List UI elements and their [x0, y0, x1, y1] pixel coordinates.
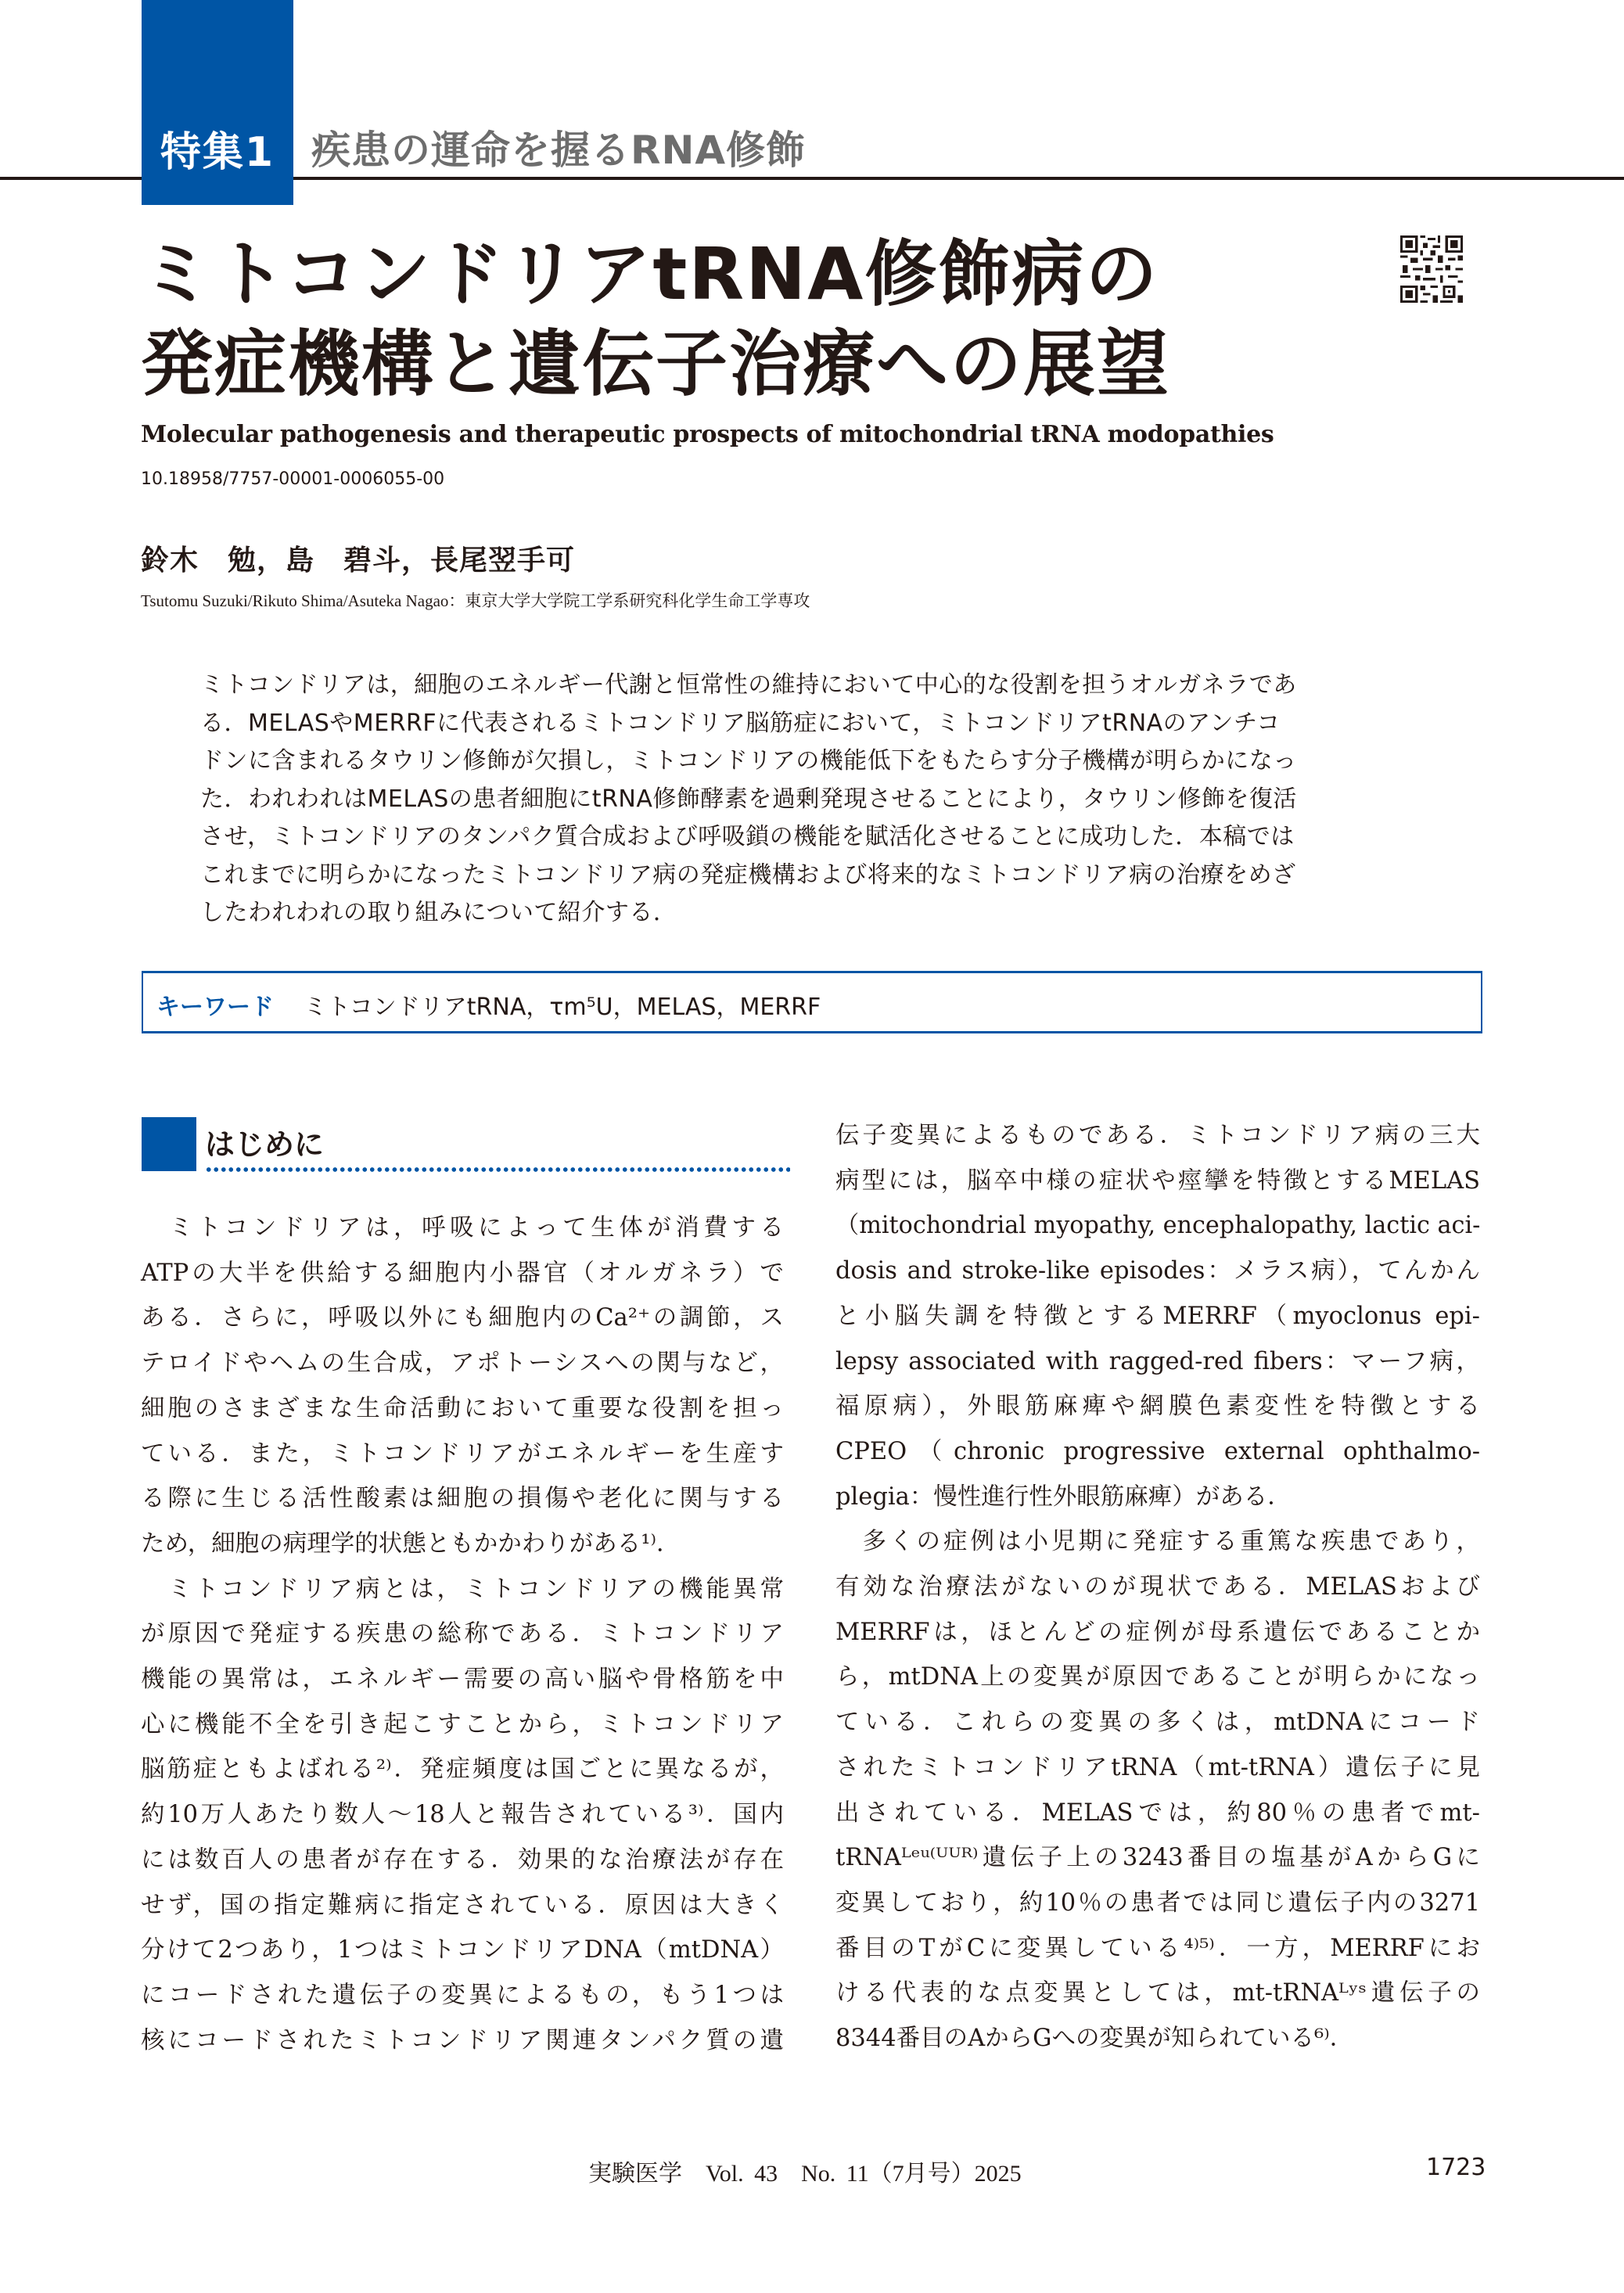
body-line: ため，細胞の病理学的状態ともかかわりがある¹⁾． — [141, 1529, 681, 1558]
body-line: ている．また，ミトコンドリアがエネルギーを生産す — [141, 1439, 784, 1468]
body-line: せず，国の指定難病に指定されている．原因は大きく — [141, 1891, 784, 1919]
body-line: ある．さらに，呼吸以外にも細胞内のCa²⁺の調節，ス — [141, 1304, 784, 1332]
abstract-line: ドンに含まれるタウリン修飾が欠損し，ミトコンドリアの機能低下をもたらす分子機構が明らかになっ — [200, 747, 1297, 775]
body-line: tRNAᴸᵉᵘ⁽ᵁᵁᴿ⁾遺伝子上の3243番目の塩基がAからGに — [835, 1844, 1480, 1872]
body-line: ける代表的な点変異としては，mt-tRNAᴸʸˢ遺伝子の — [835, 1979, 1480, 2007]
body-line: 変異しており，約10％の患者では同じ遺伝子内の3271 — [835, 1889, 1480, 1917]
abstract-line: た．われわれはMELASの患者細胞にtRNA修飾酵素を過剰発現させることにより，タウリン修飾を復活 — [200, 785, 1297, 813]
body-line: 病型には，脳卒中様の症状や痙攣を特徴とするMELAS — [835, 1166, 1480, 1195]
body-line: 分けて2つあり，1つはミトコンドリアDNA（mtDNA） — [141, 1936, 784, 1964]
body-line: る際に生じる活性酸素は細胞の損傷や老化に関与する — [141, 1485, 784, 1513]
body-line: 番目のTがCに変異している⁴⁾⁵⁾．一方，MERRFにお — [835, 1934, 1480, 1962]
keywords-values: ミトコンドリアtRNA，τm⁵U，MELAS，MERRF — [304, 994, 821, 1021]
body-line: MERRFは，ほとんどの症例が母系遺伝であることか — [835, 1618, 1480, 1646]
body-line: 福原病），外眼筋麻痺や網膜色素変性を特徴とする — [835, 1393, 1480, 1421]
body-line: にコードされた遺伝子の変異によるもの，もう1つは — [141, 1981, 784, 2009]
body-line: CPEO（chronic progressive external ophthalmo- — [835, 1437, 1480, 1465]
body-line: dosis and stroke-like episodes：メラス病），てんかん — [835, 1257, 1480, 1285]
body-line: （mitochondrial myopathy, encephalopathy, lactic aci- — [835, 1212, 1481, 1240]
section-dotted-rule — [205, 1167, 790, 1172]
body-line: されたミトコンドリアtRNA（mt-tRNA）遺伝子に見 — [835, 1753, 1480, 1781]
body-line: ATPの大半を供給する細胞内小器官（オルガネラ）で — [141, 1259, 784, 1287]
body-line: plegia：慢性進行性外眼筋麻痺）がある． — [835, 1483, 1292, 1511]
feature-label: 特集1 — [160, 129, 275, 176]
section-marker — [142, 1117, 196, 1171]
body-line: 脳筋症ともよばれる²⁾．発症頻度は国ごとに異なるが， — [141, 1756, 784, 1784]
body-line: 心に機能不全を引き起こすことから，ミトコンドリア — [141, 1710, 784, 1738]
body-line: には数百人の患者が存在する．効果的な治療法が存在 — [141, 1846, 784, 1874]
footer-journal: 実験医学 Vol. 43 No. 11（7月号）2025 — [588, 2161, 1022, 2187]
body-line: 核にコードされたミトコンドリア関連タンパク質の遺 — [141, 2026, 784, 2054]
qr-code-icon[interactable] — [1400, 235, 1463, 304]
abstract-line: る．MELASやMERRFに代表されるミトコンドリア脳筋症において，ミトコンドリアtRNAのアンチコ — [200, 709, 1281, 737]
section-title: はじめに — [205, 1127, 325, 1162]
body-line: 多くの症例は小児期に発症する重篤な疾患であり， — [835, 1528, 1480, 1556]
page-number: 1723 — [1426, 2154, 1486, 2181]
affiliation: Tsutomu Suzuki/Rikuto Shima/Asuteka Nagao：東京大学大学院工学系研究科化学生命工学専攻 — [141, 591, 810, 610]
body-line: が原因で発症する疾患の総称である．ミトコンドリア — [141, 1620, 784, 1648]
body-line: 細胞のさまざまな生命活動において重要な役割を担っ — [141, 1394, 784, 1422]
body-line: 出されている．MELASでは，約80％の患者でmt- — [835, 1799, 1480, 1827]
body-line: 約10万人あたり数人～18人と報告されている³⁾．国内 — [141, 1801, 784, 1829]
body-line: 有効な治療法がないのが現状である．MELASおよび — [835, 1573, 1480, 1601]
english-title: Molecular pathogenesis and therapeutic prospects of mitochondrial tRNA modopathies — [141, 421, 1274, 448]
abstract — [200, 667, 1472, 933]
body-column-left — [141, 1206, 784, 2063]
keywords-label: キーワード — [156, 994, 274, 1021]
article-title-line-1: ミトコンドリアtRNA修飾病の — [141, 232, 1159, 316]
body-line: と小脳失調を特徴とするMERRF（myoclonus epi- — [835, 1302, 1480, 1330]
body-line: 機能の異常は，エネルギー需要の高い脳や骨格筋を中 — [141, 1666, 784, 1694]
body-column-right — [835, 1113, 1480, 2061]
body-line: lepsy associated with ragged-red fibers：マーフ病， — [835, 1347, 1480, 1375]
abstract-line: これまでに明らかになったミトコンドリア病の発症機構および将来的なミトコンドリア病の治療をめざ — [200, 861, 1296, 889]
abstract-line: したわれわれの取り組みについて紹介する． — [200, 899, 677, 926]
body-line: 伝子変異によるものである．ミトコンドリア病の三大 — [835, 1122, 1480, 1149]
body-line: ミトコンドリア病とは，ミトコンドリアの機能異常 — [141, 1575, 784, 1603]
body-line: ている．これらの変異の多くは，mtDNAにコード — [835, 1709, 1480, 1737]
body-line: ら，mtDNA上の変異が原因であることが明らかになっ — [835, 1663, 1480, 1691]
series-title: 疾患の運命を握るRNA修飾 — [311, 128, 807, 173]
abstract-line: ミトコンドリアは，細胞のエネルギー代謝と恒常性の維持において中心的な役割を担うオルガネラであ — [200, 671, 1297, 699]
abstract-line: させ，ミトコンドリアのタンパク質合成および呼吸鎖の機能を賦活化させることに成功した．本稿では — [200, 823, 1295, 850]
body-line: 8344番目のAからGへの変異が知られている⁶⁾． — [835, 2025, 1354, 2053]
doi[interactable]: 10.18958/7757-00001-0006055-00 — [141, 469, 445, 489]
article-title-line-2: 発症機構と遺伝子治療への展望 — [141, 322, 1171, 406]
body-line: ミトコンドリアは，呼吸によって生体が消費する — [141, 1214, 784, 1242]
body-line: テロイドやヘムの生合成，アポトーシスへの関与など， — [141, 1350, 784, 1378]
authors: 鈴木 勉，島 碧斗，長尾翌手可 — [141, 544, 576, 577]
